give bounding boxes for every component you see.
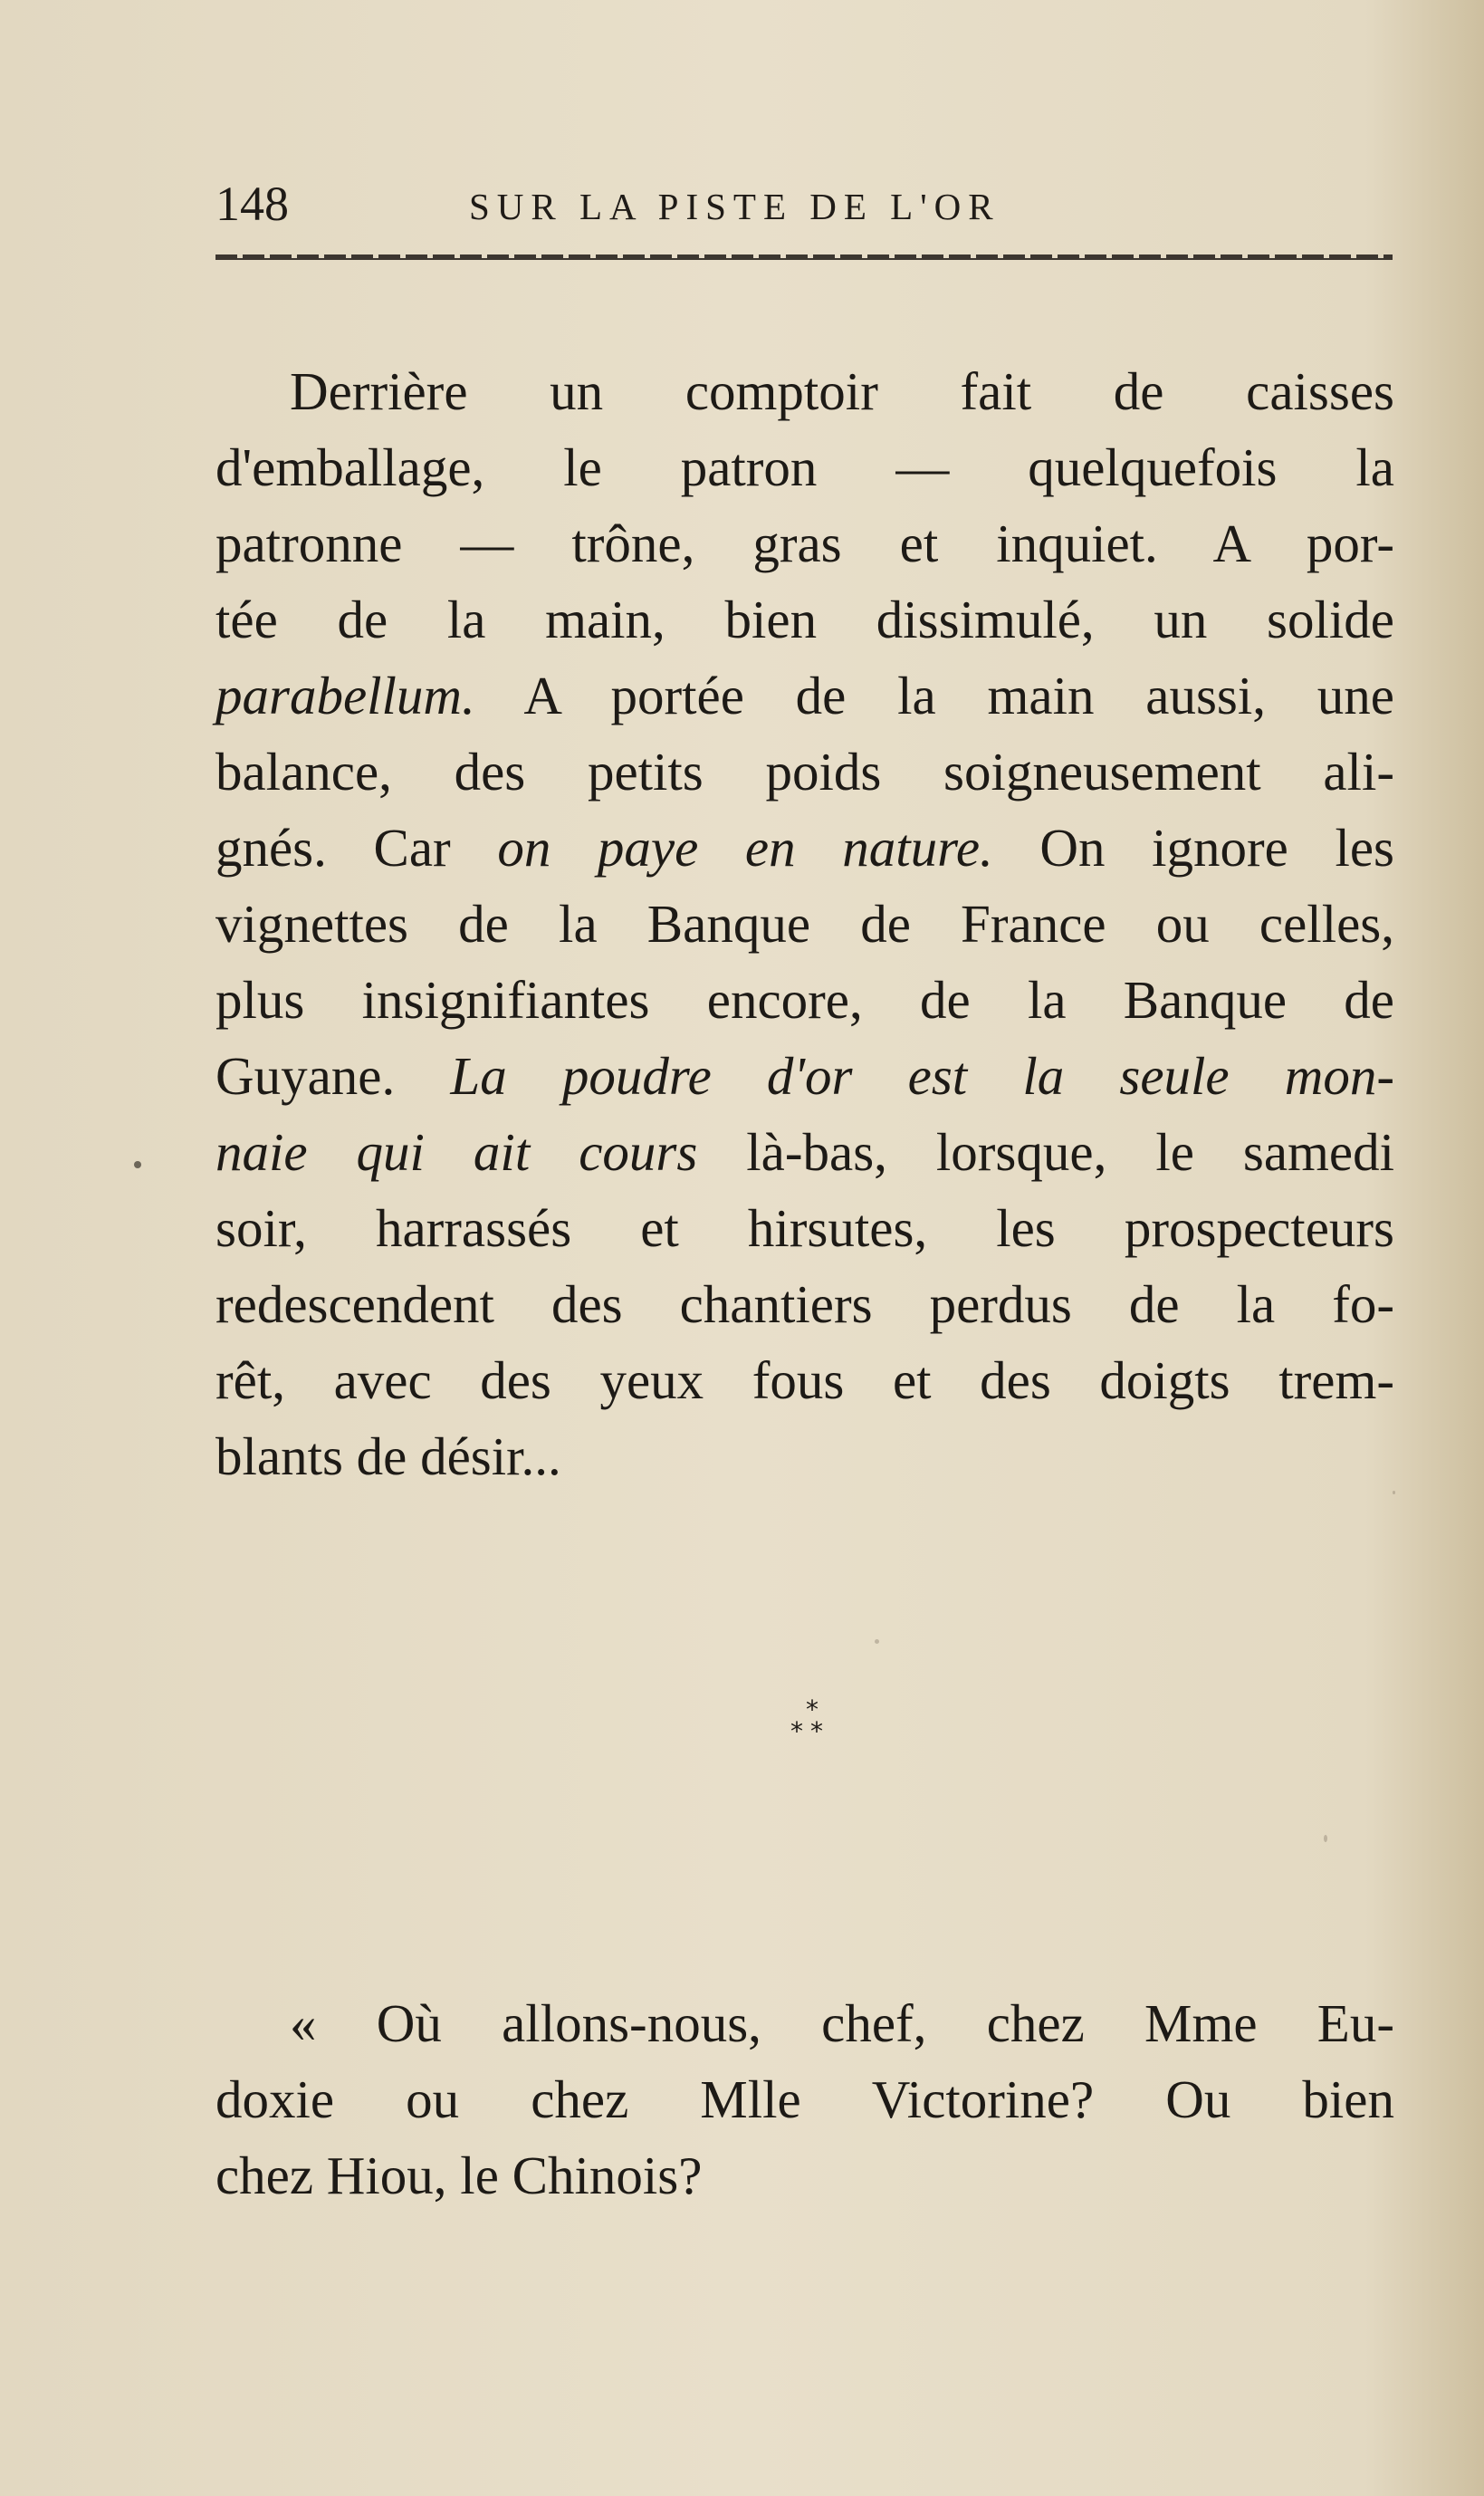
italic-phrase: on paye en nature. bbox=[497, 818, 993, 878]
paragraph-two bbox=[215, 1985, 1394, 2213]
page-number: 148 bbox=[215, 177, 289, 231]
text-line: naie qui ait cours là-bas, lorsque, le samedi bbox=[215, 1122, 1394, 1182]
running-title: SUR LA PISTE DE L'OR bbox=[469, 186, 1001, 227]
running-head bbox=[215, 172, 1393, 235]
text-line: doxie ou chez Mlle Victorine? Ou bien bbox=[215, 2069, 1394, 2129]
header-rule bbox=[215, 254, 1393, 263]
text-line: chez Hiou, le Chinois? bbox=[215, 2146, 703, 2205]
italic-phrase: La poudre d'or est la seule mon- bbox=[450, 1046, 1394, 1106]
text-line: tée de la main, bien dissimulé, un solide bbox=[215, 590, 1394, 649]
text-line: balance, des petits poids soigneusement ali- bbox=[215, 742, 1394, 802]
text-line: soir, harrassés et hirsutes, les prospecteurs bbox=[215, 1198, 1394, 1258]
asterism-top: * bbox=[806, 1694, 819, 1724]
paper-speck bbox=[875, 1639, 879, 1644]
italic-term: parabellum. bbox=[215, 666, 475, 725]
asterism-bottom: ** bbox=[790, 1716, 830, 1746]
text-line: rêt, avec des yeux fous et des doigts trem- bbox=[215, 1350, 1394, 1410]
text-line: plus insignifiantes encore, de la Banque de bbox=[215, 970, 1394, 1030]
italic-phrase: naie qui ait cours bbox=[215, 1122, 698, 1182]
paragraph-one bbox=[215, 353, 1394, 1494]
text-line: patronne — trône, gras et inquiet. A por- bbox=[215, 514, 1394, 573]
text-line: blants de désir... bbox=[215, 1426, 561, 1486]
text-line: redescendent des chantiers perdus de la fo- bbox=[215, 1274, 1394, 1334]
margin-ink-mark bbox=[134, 1161, 141, 1168]
paper-speck bbox=[1393, 1491, 1395, 1494]
paper-speck bbox=[1324, 1835, 1327, 1842]
text-line: Derrière un comptoir fait de caisses bbox=[290, 361, 1394, 421]
text-line: gnés. Car on paye en nature. On ignore les bbox=[215, 818, 1394, 878]
section-asterism bbox=[761, 1694, 860, 1781]
text-line: d'emballage, le patron — quelquefois la bbox=[215, 437, 1394, 497]
text-line: parabellum. A portée de la main aussi, une bbox=[215, 666, 1394, 725]
text-line: « Où allons-nous, chef, chez Mme Eu- bbox=[290, 1993, 1394, 2053]
text-line: Guyane. La poudre d'or est la seule mon- bbox=[215, 1046, 1394, 1106]
text-line: vignettes de la Banque de France ou celles, bbox=[215, 894, 1394, 954]
